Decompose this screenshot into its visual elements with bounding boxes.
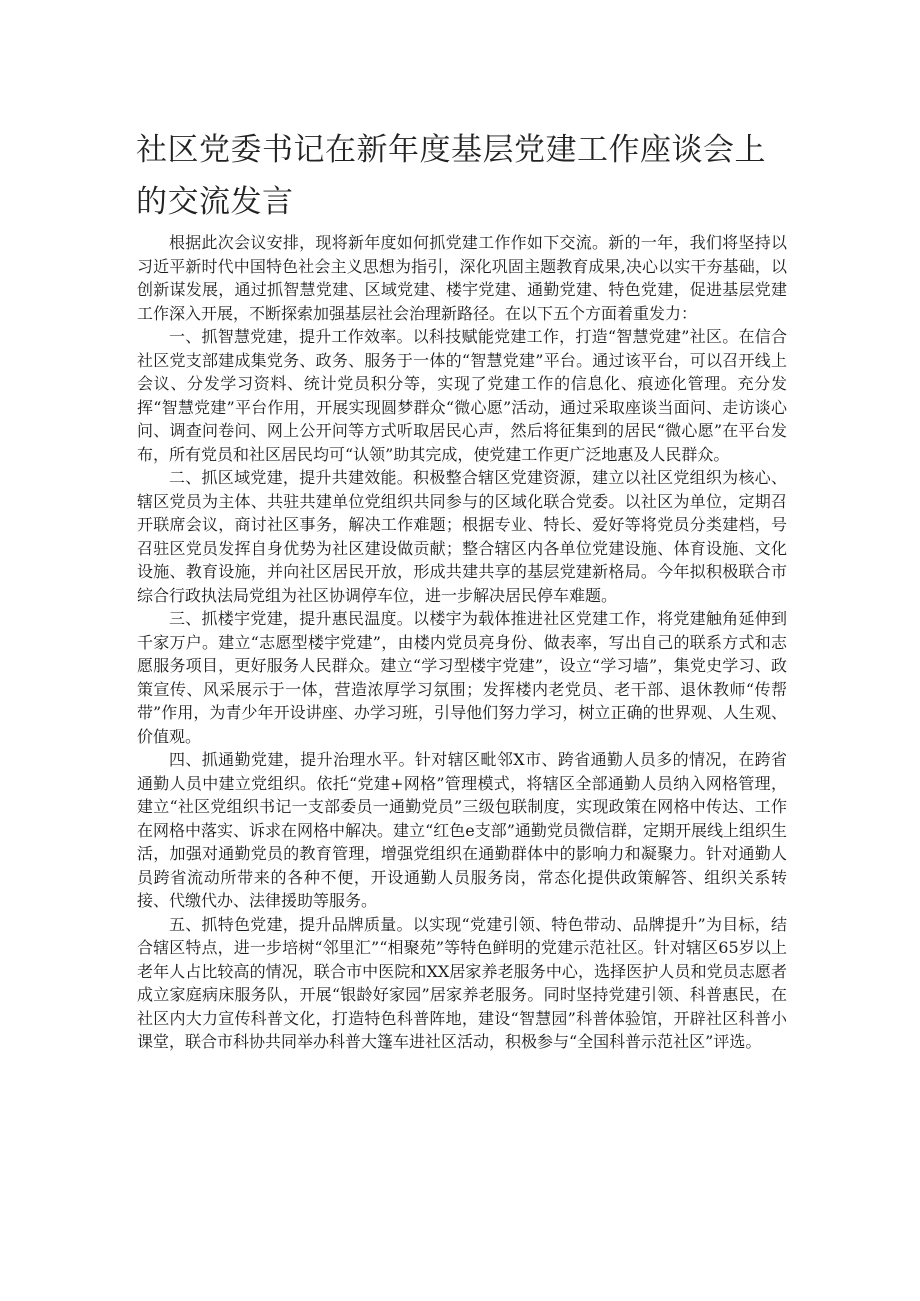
paragraph-featured-party-building: 五、抓特色党建，提升品牌质量。以实现“党建引领、特色带动、品牌提升”为目标，结合辖区特点，进一步培树“邻里汇”“相聚苑”等特色鲜明的党建示范社区。针对辖区65岁以上老年人占比较高的情况，联合市中医院和XX居家养老服务中心，选择医护人员和党员志愿者成立家庭病床服务队，开展“银龄好家园”居家养老服务。同时坚持党建引领、科普惠民，在社区内大力宣传科普文化，打造特色科普阵地，建设“智慧园”科普体验馆，开辟社区科普小课堂，联合市科协共同举办科普大篷车进社区活动，积极参与“全国科普示范社区”评选。: [137, 914, 787, 1051]
paragraph-smart-party-building: 一、抓智慧党建，提升工作效率。以科技赋能党建工作，打造“智慧党建”社区。在信合社区党支部建成集党务、政务、服务于一体的“智慧党建”平台。通过该平台，可以召开线上会议、分发学习资料、统计党员积分等，实现了党建工作的信息化、痕迹化管理。充分发挥“智慧党建”平台作用，开展实现圆梦群众“微心愿”活动，通过采取座谈当面问、走访谈心问、调查问卷问、网上公开问等方式听取居民心声，然后将征集到的居民“微心愿”在平台发布，所有党员和社区居民均可“认领”助其完成，使党建工作更广泛地惠及人民群众。: [137, 327, 787, 464]
document-title: 社区党委书记在新年度基层党建工作座谈会上的交流发言: [136, 132, 766, 220]
paragraph-commuter-party-building: 四、抓通勤党建，提升治理水平。针对辖区毗邻X市、跨省通勤人员多的情况，在跨省通勤人员中建立党组织。依托“党建+网格”管理模式，将辖区全部通勤人员纳入网格管理，建立“社区党组织书记一支部委员一通勤党员”三级包联制度，实现政策在网格中传达、工作在网格中落实、诉求在网格中解决。建立“红色e支部”通勤党员微信群，定期开展线上组织生活，加强对通勤党员的教育管理，增强党组织在通勤群体中的影响力和凝聚力。针对通勤人员跨省流动所带来的各种不便，开设通勤人员服务岗，常态化提供政策解答、组织关系转接、代缴代办、法律援助等服务。: [137, 750, 787, 910]
paragraph-intro: 根据此次会议安排，现将新年度如何抓党建工作作如下交流。新的一年，我们将坚持以习近平新时代中国特色社会主义思想为指引，深化巩固主题教育成果,决心以实干夯基础，以创新谋发展，通过抓智慧党建、区域党建、楼宇党建、通勤党建、特色党建，促进基层党建工作深入开展，不断探索加强基层社会治理新路径。在以下五个方面着重发力：: [137, 233, 787, 323]
paragraph-regional-party-building: 二、抓区域党建，提升共建效能。积极整合辖区党建资源，建立以社区党组织为核心、辖区党员为主体、共驻共建单位党组织共同参与的区域化联合党委。以社区为单位，定期召开联席会议，商讨社区事务，解决工作难题；根据专业、特长、爱好等将党员分类建档，号召驻区党员发挥自身优势为社区建设做贡献；整合辖区内各单位党建设施、体育设施、文化设施、教育设施，并向社区居民开放，形成共建共享的基层党建新格局。今年拟积极联合市综合行政执法局党组为社区协调停车位，进一步解决居民停车难题。: [137, 468, 787, 605]
paragraph-building-party-building: 三、抓楼宇党建，提升惠民温度。以楼宇为载体推进社区党建工作，将党建触角延伸到千家万户。建立“志愿型楼宇党建”，由楼内党员亮身份、做表率，写出自己的联系方式和志愿服务项目，更好服务人民群众。建立“学习型楼宇党建”，设立“学习墙”，集党史学习、政策宣传、风采展示于一体，营造浓厚学习氛围；发挥楼内老党员、老干部、退休教师“传帮带”作用，为青少年开设讲座、办学习班，引导他们努力学习，树立正确的世界观、人生观、价值观。: [137, 609, 787, 746]
document-body: [137, 231, 787, 1054]
